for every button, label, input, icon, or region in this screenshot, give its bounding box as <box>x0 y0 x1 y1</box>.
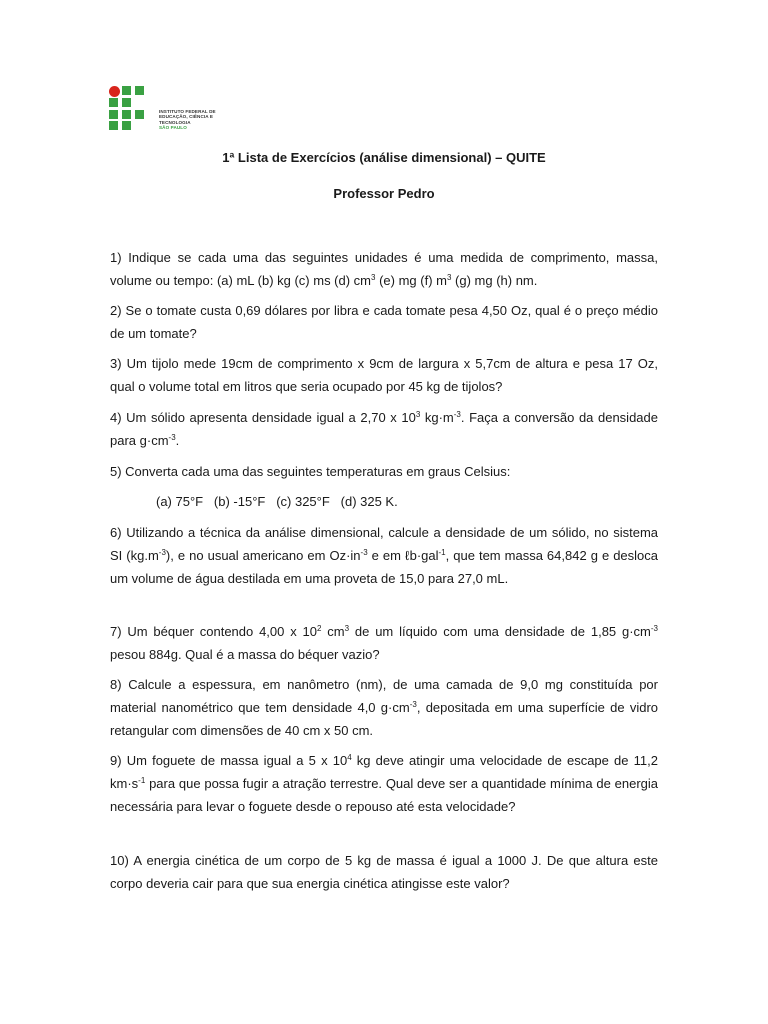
question-5: 5) Converta cada uma das seguintes temperaturas em graus Celsius: <box>110 464 511 479</box>
logo-mark-icon <box>109 86 151 130</box>
question-10: 10) A energia cinética de um corpo de 5 kg de massa é igual a 1000 J. De que altura este corpo deveria cair para que sua energia cinética atingisse este valor? <box>110 853 658 891</box>
logo-red-dot <box>109 86 120 97</box>
professor-name: Professor Pedro <box>333 186 435 201</box>
logo-line-1: INSTITUTO FEDERAL DE <box>159 109 216 114</box>
question-6: 6) Utilizando a técnica da análise dimensional, calcule a densidade de um sólido, no sistema SI $(kg.m^{-3})$, e no usual americano em $Oz\cdot in^{-3}$ e em ℓb·gal$^{-1}$, que tem massa 64,842 g e desloca um volume de água destilada em uma proveta de 15,0 para 27,0 mL. <box>110 525 659 586</box>
question-9: 9) Um foguete de massa igual a 5 x $10^4$ kg deve atingir uma velocidade de escape de 11,2 $km\cdot s^{-1}$ para que possa fugir a atração terrestre. Qual deve ser a quantidade mínima de energia necessária para levar o foguete desde o repouso até esta velocidade? <box>110 753 658 814</box>
logo-line-3: SÃO PAULO <box>159 125 187 131</box>
page-title: 1ª Lista de Exercícios (análise dimensional) – QUITE <box>222 150 546 165</box>
question-3: 3) Um tijolo mede 19cm de comprimento x 9cm de largura x 5,7cm de altura e pesa 17 Oz, qual o volume total em litros que seria ocupado por 45 kg de tijolos? <box>110 356 658 394</box>
question-8: 8) Calcule a espessura, em nanômetro (nm), de uma camada de 9,0 mg constituída por material nanométrico que tem densidade 4,0 $g\cdot cm^{-3}$, depositada em uma superfície de vidro retangular com dimensões de 40 cm x 50 cm. <box>110 677 658 738</box>
question-7: 7) Um béquer contendo 4,00 x $10^2$ $cm^3$ de um líquido com uma densidade de 1,85 $g\cdot cm^{-3}$ pesou 884g. Qual é a massa do béquer vazio? <box>110 624 658 662</box>
question-2: 2) Se o tomate custa 0,69 dólares por libra e cada tomate pesa 4,50 Oz, qual é o preço médio de um tomate? <box>110 303 658 341</box>
logo-text <box>159 109 239 131</box>
question-5-options: (a) 75°F (b) -15°F (c) 325°F (d) 325 K. <box>156 494 398 509</box>
logo-line-2: EDUCAÇÃO, CIÊNCIA E TECNOLOGIA <box>159 114 214 125</box>
question-4: 4) Um sólido apresenta densidade igual a 2,70 x $10^3$ $kg\cdot m^{-3}$. Faça a conversão da densidade para $g\cdot cm^{-3}$. <box>110 410 658 448</box>
institution-logo <box>109 86 239 130</box>
question-1: 1) Indique se cada uma das seguintes unidades é uma medida de comprimento, massa, volume ou tempo: (a) mL (b) kg (c) ms (d) $cm^3$ (e) mg (f) $m^3$ (g) mg (h) nm. <box>110 250 658 288</box>
